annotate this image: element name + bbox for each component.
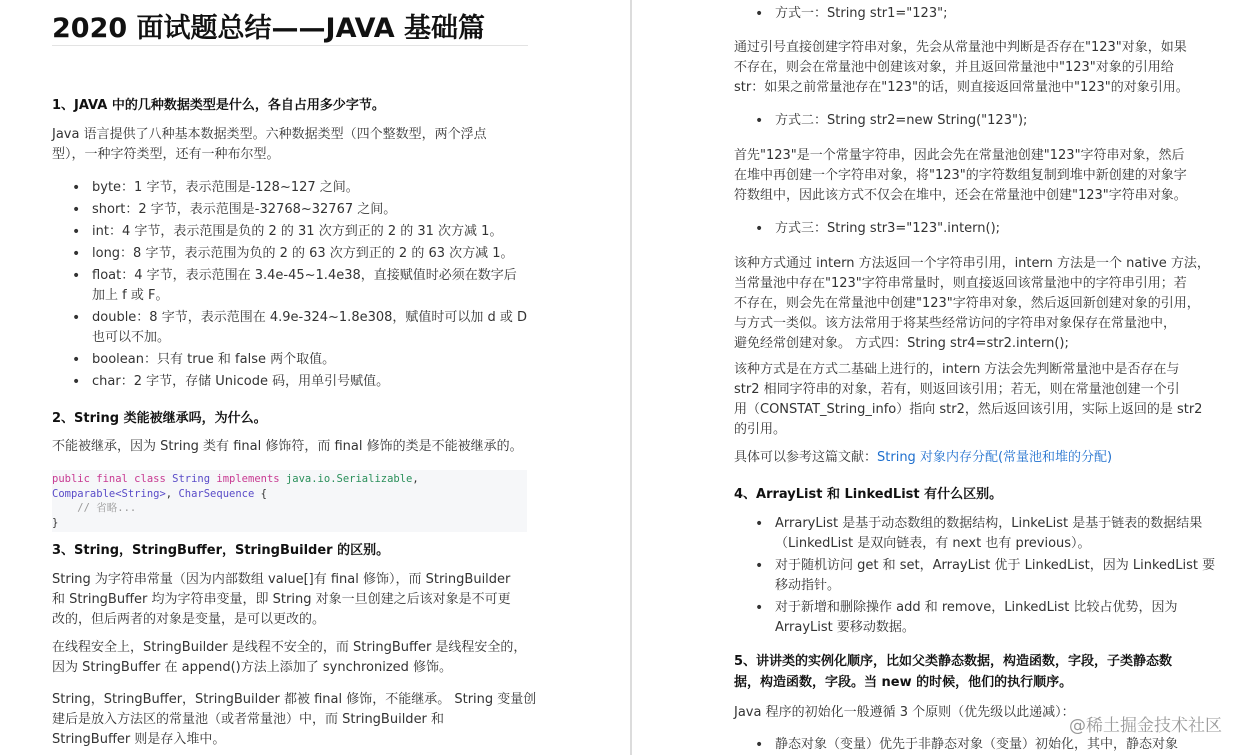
code-comment: // 省略... [52, 502, 137, 514]
q4-list [775, 514, 1215, 638]
q5-text: Java 程序的初始化一般遵循 3 个原则（优先级以此递减）： [734, 705, 1075, 720]
list-item: • char：2 字节，存储 Unicode 码，用单引号赋值。 [92, 372, 527, 392]
q1-intro-line: 型），一种字符类型，还有一种布尔型。 [52, 147, 280, 162]
code-package: java.io.Serializable [285, 473, 413, 485]
q3-paragraph-2 [52, 638, 526, 678]
list-item: • byte：1 字节，表示范围是-128~127 之间。 [92, 178, 527, 198]
q3-paragraph-1 [52, 570, 511, 630]
list-item: • 对于随机访问 get 和 set，ArrayList 优于 LinkedList，因为 LinkedList 要 [775, 556, 1215, 576]
text-line: 与方式一类似。该方法常用于将某些经常访问的字符串对象保存在常量池中， [734, 316, 1177, 331]
list-item: • 静态对象（变量）优先于非静态对象（变量）初始化，其中，静态对象 [775, 735, 1178, 755]
text-line: StringBuffer 则是存入堆中。 [52, 732, 226, 747]
list-item: • 方式二：String str2=new String("123"); [775, 111, 1027, 131]
heading-line: 5、讲讲类的实例化顺序，比如父类静态数据，构造函数，字段，子类静态数 [734, 654, 1173, 669]
q1-heading: 1、JAVA 中的几种数据类型是什么，各自占用多少字节。 [52, 98, 385, 113]
text-line: 用（CONSTAT_String_info）指向 str2，然后返回该引用，实际上返回的是 str2 [734, 402, 1203, 417]
reference-line [734, 448, 1112, 468]
list-item-continuation: ArrayList 要移动数据。 [775, 620, 915, 635]
text-line: 当常量池中存在"123"字符串常量时，则直接返回该常量池中的字符串引用；若 [734, 276, 1187, 291]
list-item-continuation: 加上 f 或 F。 [92, 288, 169, 303]
method-3-desc [734, 254, 1210, 354]
q4-heading: 4、ArrayList 和 LinkedList 有什么区别。 [734, 487, 1003, 502]
code-punct: } [52, 516, 59, 529]
text-line: 首先"123"是一个常量字符串，因此会先在常量池创建"123"字符串对象，然后 [734, 148, 1185, 163]
text-line: 该种方式是在方式二基础上进行的，intern 方法会先判断常量池中是否存在与 [734, 362, 1180, 377]
text-line: 避免经常创建对象。 方式四：String str4=str2.intern(); [734, 336, 1069, 351]
code-keyword: implements [216, 473, 280, 485]
watermark: @稀土掘金技术社区 [1069, 716, 1222, 736]
list-item: • long：8 字节，表示范围为负的 2 的 63 次方到正的 2 的 63 次方减 1。 [92, 244, 527, 264]
page-divider [630, 0, 632, 755]
code-punct: , [165, 487, 179, 500]
text-line: String，StringBuffer，StringBuilder 都被 final 修饰，不能继承。 String 变量创 [52, 692, 537, 707]
q3-heading: 3、String，StringBuffer，StringBuilder 的区别。 [52, 543, 390, 558]
q2-heading: 2、String 类能被继承吗，为什么。 [52, 411, 267, 426]
list-item-continuation: 移动指针。 [775, 578, 841, 593]
reference-link[interactable]: String 对象内存分配(常量池和堆的分配) [877, 450, 1113, 465]
text-line: str：如果之前常量池存在"123"的话，则直接返回常量池中"123"的对象引用。 [734, 80, 1189, 95]
code-punct: { [254, 487, 267, 500]
list-item: • ArraryList 是基于动态数组的数据结构，LinkeList 是基于链表的数据结果 [775, 514, 1215, 534]
method-4-desc [734, 360, 1202, 440]
list-item: • short：2 字节，表示范围是-32768~32767 之间。 [92, 200, 527, 220]
q1-intro [52, 125, 487, 165]
list-item: • 方式一：String str1="123"; [775, 4, 947, 24]
q5-list [775, 735, 1178, 755]
text-line: 在线程安全上，StringBuilder 是线程不安全的，而 StringBuffer 是线程安全的， [52, 640, 527, 655]
list-item: • float：4 字节，表示范围在 3.4e-45~1.4e38，直接赋值时必须在数字后 [92, 266, 527, 286]
text-line: 符数组中，因此该方式不仅会在堆中，还会在常量池中创建"123"字符串对象。 [734, 188, 1187, 203]
code-type: Comparable<String> [52, 487, 166, 500]
list-item: • 方式三：String str3="123".intern(); [775, 219, 1000, 239]
code-block [52, 470, 527, 532]
text-line: 不存在，则会先在常量池中创建"123"字符串对象，然后返回新创建对象的引用， [734, 296, 1200, 311]
reference-label: 具体可以参考这篇文献： [734, 450, 878, 465]
q1-intro-line: Java 语言提供了八种基本数据类型。六种数据类型（四个整数型，两个浮点 [52, 127, 487, 142]
text-line: str2 相同字符串的对象，若有，则返回该引用；若无，则在常量池创建一个引 [734, 382, 1180, 397]
text-line: 通过引号直接创建字符串对象，先会从常量池中判断是否存在"123"对象，如果 [734, 40, 1187, 55]
q2-answer: 不能被继承，因为 String 类有 final 修饰符，而 final 修饰的类是不能被继承的。 [52, 439, 523, 454]
text-line: 该种方式通过 intern 方法返回一个字符串引用，intern 方法是一个 native 方法， [734, 256, 1210, 271]
heading-line: 据，构造函数，字段。当 new 的时候，他们的执行顺序。 [734, 675, 1073, 690]
page-title: 2020 面试题总结——JAVA 基础篇 [52, 13, 486, 44]
method-2 [775, 111, 1027, 131]
list-item-continuation: （LinkedList 是双向链表，有 next 也有 previous）。 [775, 536, 1091, 551]
text-line: 在堆中再创建一个字符串对象，将"123"的字符数组复制到堆中新创建的对象字 [734, 168, 1187, 183]
list-item: • double：8 字节，表示范围在 4.9e-324~1.8e308，赋值时可以加 d 或 D [92, 308, 527, 328]
text-line: 的引用。 [734, 422, 787, 437]
code-keyword: public final class [52, 473, 166, 485]
text-line: 和 StringBuffer 均为字符串变量，即 String 对象一旦创建之后该对象是不可更 [52, 592, 511, 607]
method-1 [775, 4, 947, 24]
list-item-continuation: 也可以不加。 [92, 330, 171, 345]
list-item: • boolean：只有 true 和 false 两个取值。 [92, 350, 527, 370]
text-line: 不存在，则会在常量池中创建该对象，并且返回常量池中"123"对象的引用给 [734, 60, 1174, 75]
text-line: 建后是放入方法区的常量池（或者常量池）中，而 StringBuilder 和 [52, 712, 445, 727]
list-item: • int：4 字节，表示范围是负的 2 的 31 次方到正的 2 的 31 次方减 1。 [92, 222, 527, 242]
text-line: String 为字符串常量（因为内部数组 value[]有 final 修饰），而 StringBuilder [52, 572, 511, 587]
code-type: String [172, 473, 211, 485]
code-type: CharSequence [178, 487, 255, 500]
method-1-desc [734, 38, 1189, 98]
method-2-desc [734, 146, 1187, 206]
text-line: 因为 StringBuffer 在 append()方法上添加了 synchronized 修饰。 [52, 660, 453, 675]
list-item: • 对于新增和删除操作 add 和 remove，LinkedList 比较占优势，因为 [775, 598, 1215, 618]
code-punct: , [412, 473, 419, 485]
text-line: 改的，但后两者的对象是变量，是可以更改的。 [52, 612, 326, 627]
method-3 [775, 219, 1000, 239]
title-rule [52, 45, 528, 46]
q5-heading [734, 651, 1172, 693]
q1-type-list [92, 178, 527, 392]
q3-paragraph-3 [52, 690, 536, 750]
